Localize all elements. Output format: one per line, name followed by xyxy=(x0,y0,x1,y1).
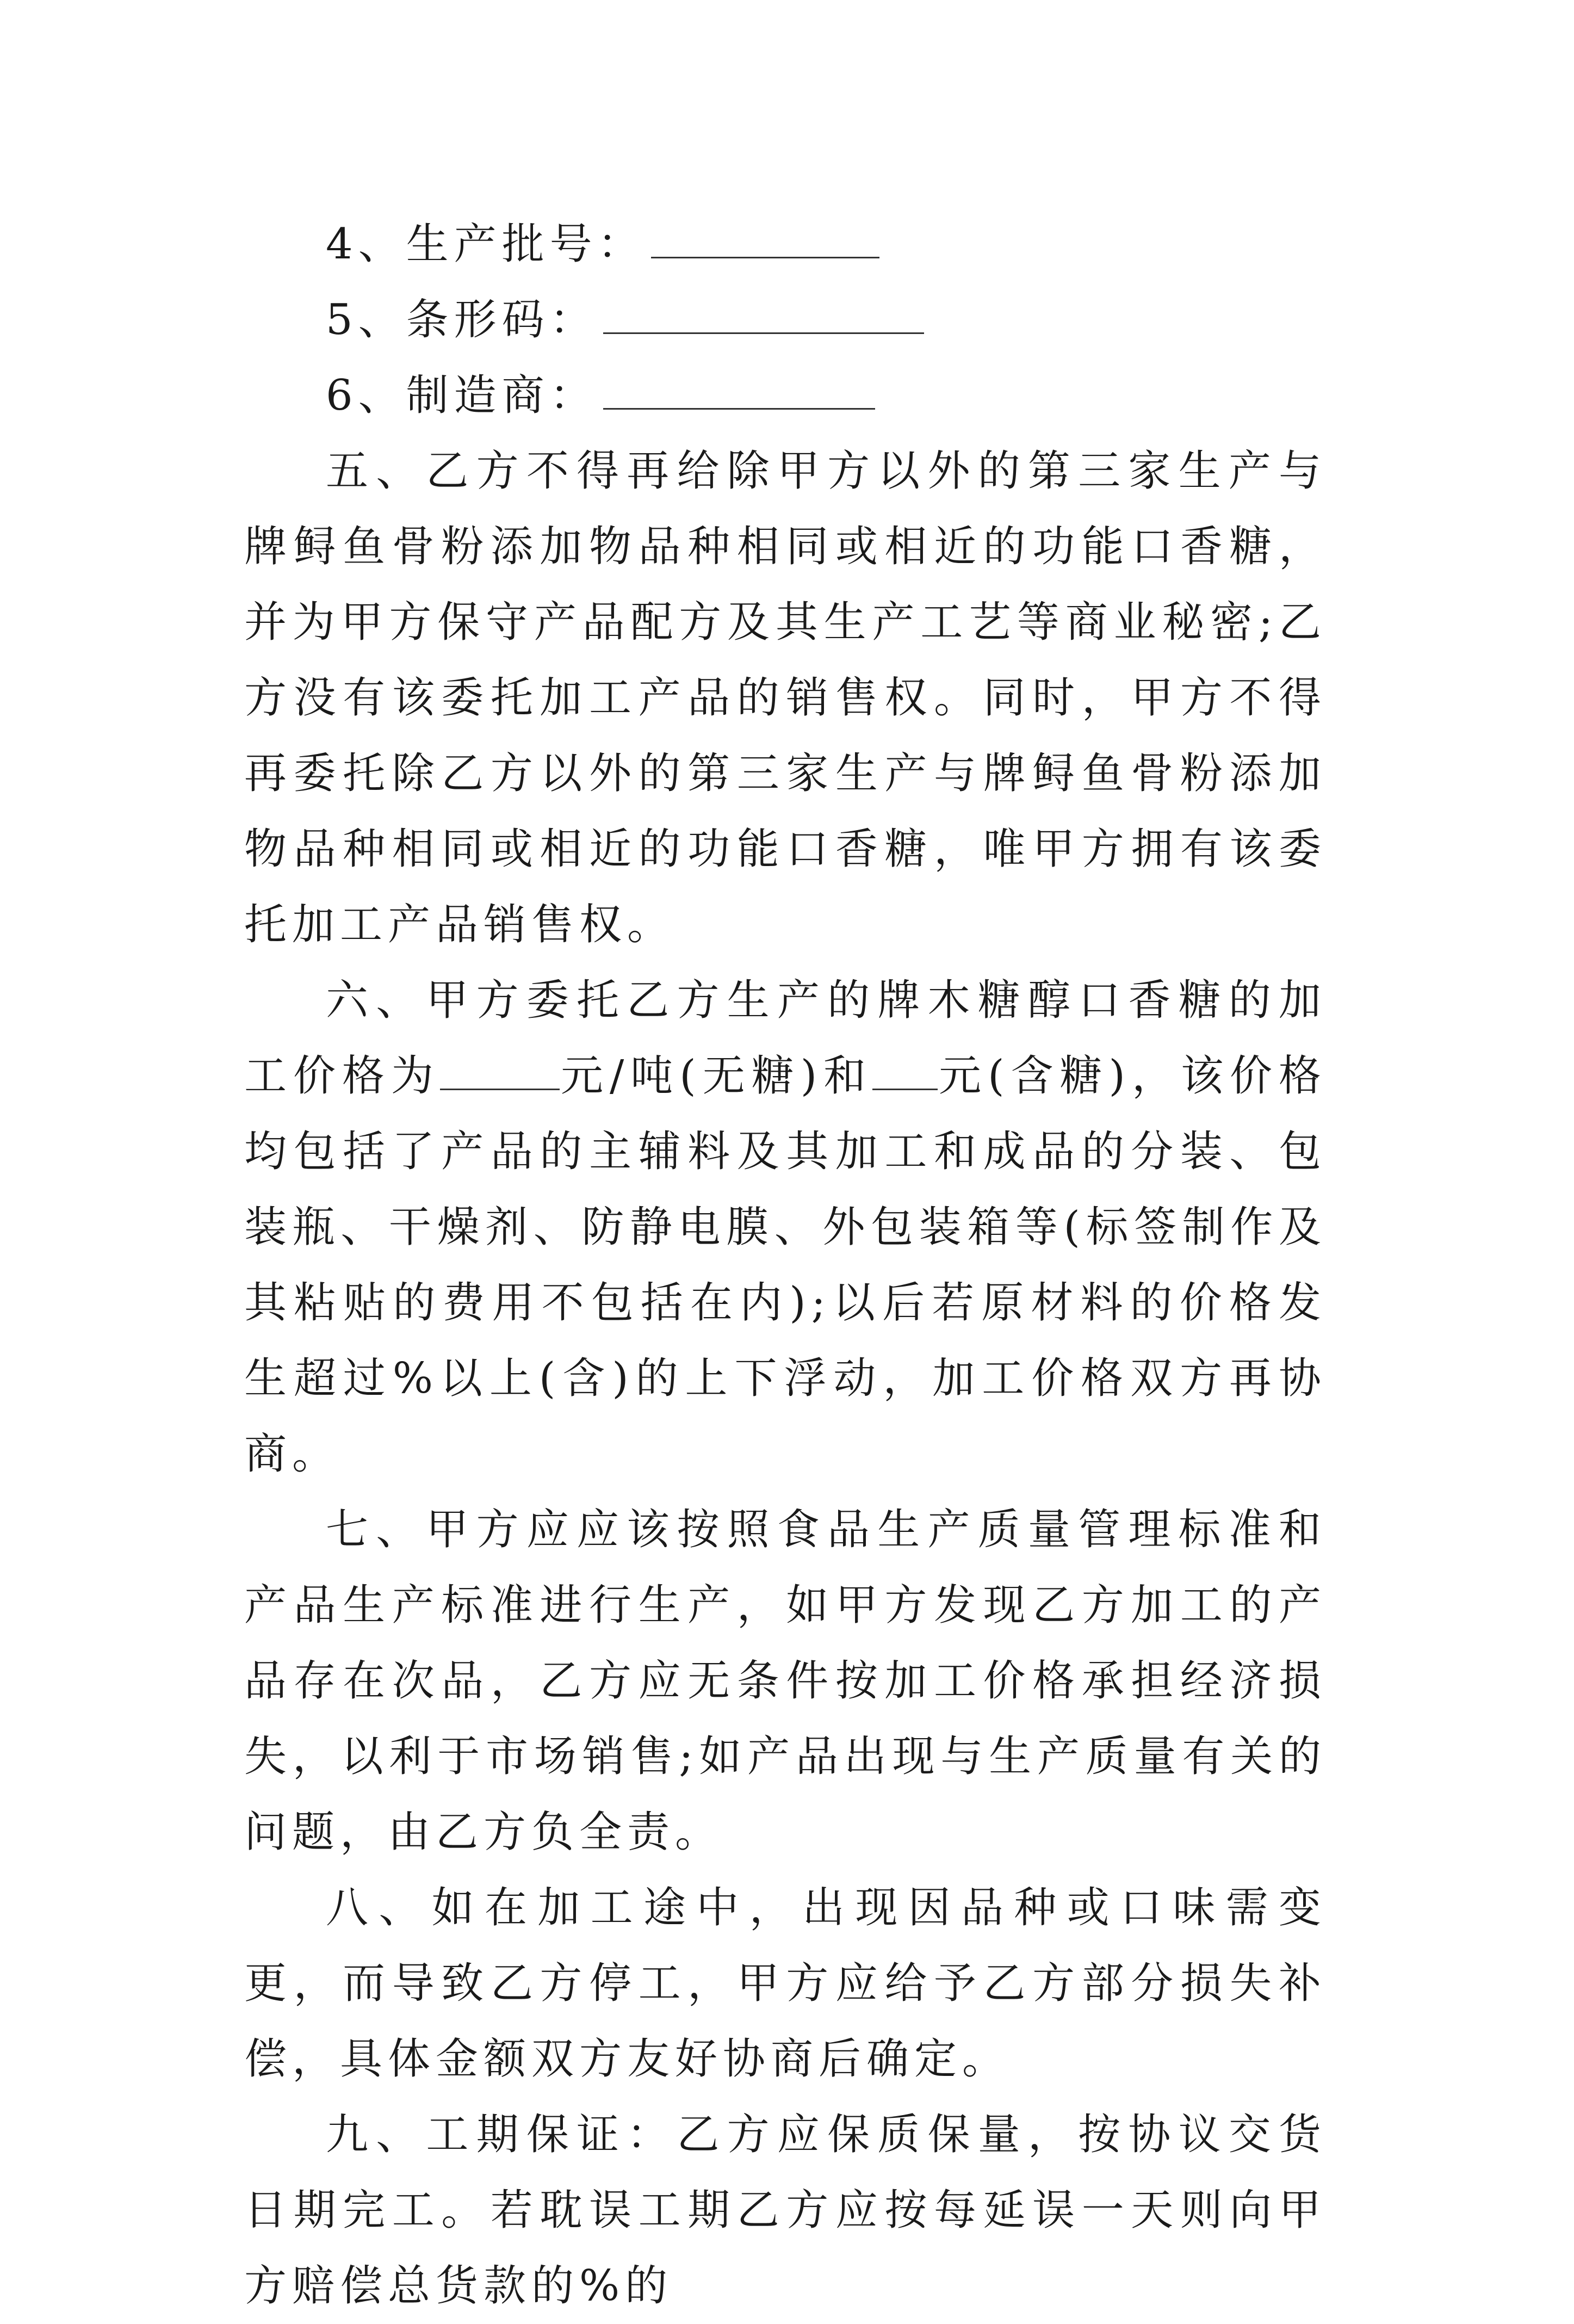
price-sugarfree-blank xyxy=(440,1050,560,1090)
manufacturer-blank xyxy=(603,370,875,410)
document-body xyxy=(244,207,1327,2324)
item-batch-number-label: 4、生产批号： xyxy=(326,220,646,269)
barcode-blank xyxy=(603,294,924,334)
item-manufacturer xyxy=(244,358,1327,434)
item-manufacturer-label: 6、制造商： xyxy=(326,371,598,420)
item-barcode xyxy=(244,282,1327,358)
clause-seven: 七、甲方应应该按照食品生产质量管理标准和产品生产标准进行生产，如甲方发现乙方加工的产品存在次品，乙方应无条件按加工价格承担经济损失，以利于市场销售;如产品出现与生产质量有关的问题，由乙方负全责。 xyxy=(244,1505,1327,1857)
item-batch-number xyxy=(244,207,1327,282)
item-barcode-label: 5、条形码： xyxy=(326,295,598,344)
clause-eight: 八、如在加工途中，出现因品种或口味需变更，而导致乙方停工，甲方应给予乙方部分损失补偿，具体金额双方友好协商后确定。 xyxy=(244,1883,1327,2084)
price-sugar-blank xyxy=(872,1050,938,1090)
clause-six-part1: 六、甲方委托乙方生产的牌木糖醇口香糖的加工价格为 xyxy=(244,976,1327,1101)
clause-six-part2: 元/吨(无糖)和 xyxy=(560,1052,873,1101)
clause-five: 五、乙方不得再给除甲方以外的第三家生产与牌鲟鱼骨粉添加物品种相同或相近的功能口香糖，并为甲方保守产品配方及其生产工艺等商业秘密;乙方没有该委托加工产品的销售权。同时，甲方不得再委托除乙方以外的第三家生产与牌鲟鱼骨粉添加物品种相同或相近的功能口香糖，唯甲方拥有该委托加工产品销售权。 xyxy=(244,447,1327,949)
clause-six xyxy=(244,963,1327,1492)
clause-nine: 九、工期保证：乙方应保质保量，按协议交货日期完工。若耽误工期乙方应按每延误一天则向甲方赔偿总货款的%的 xyxy=(244,2110,1327,2310)
batch-number-blank xyxy=(651,219,879,258)
clause-six-part3: 元(含糖)，该价格均包括了产品的主辅料及其加工和成品的分装、包装瓶、干燥剂、防静电膜、外包装箱等(标签制作及其粘贴的费用不包括在内);以后若原材料的价格发生超过%以上(含)的上下浮动，加工价格双方再协商。 xyxy=(244,1052,1327,1479)
